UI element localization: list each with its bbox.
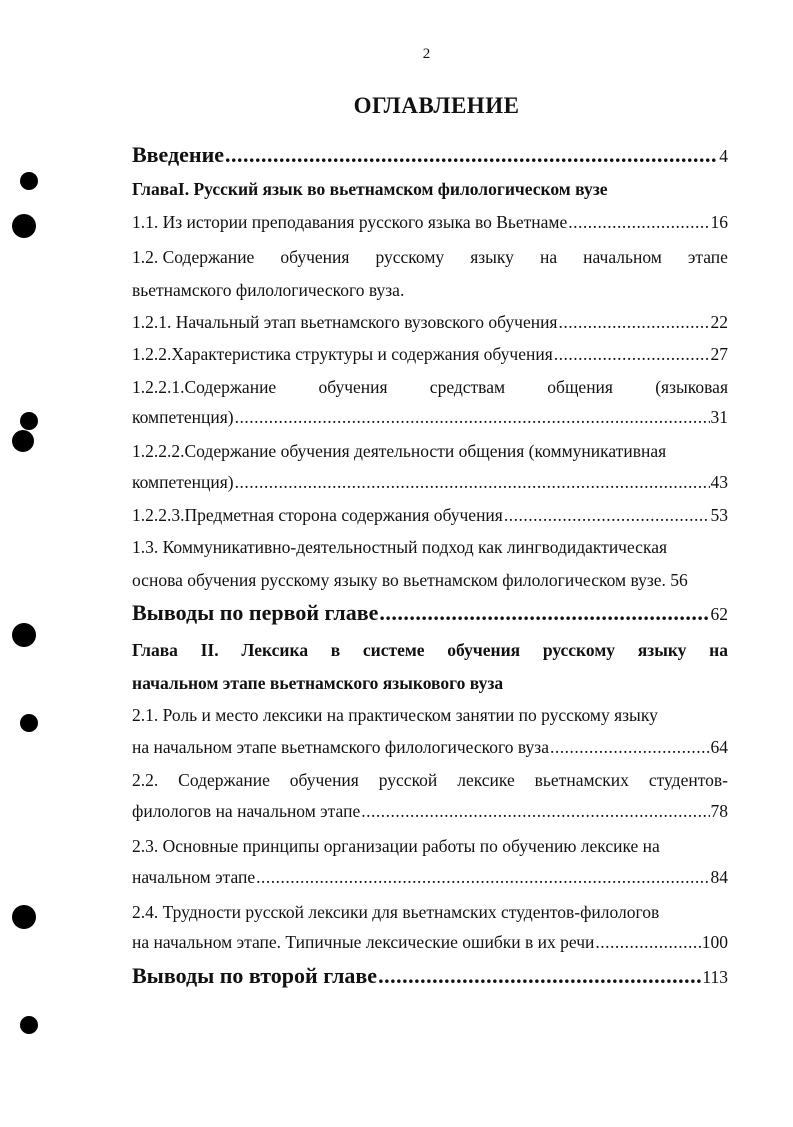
dot-leader: [235, 404, 710, 430]
punch-hole: [12, 430, 34, 452]
toc-entry-1-2-2-1-line1[interactable]: 1.2.2.1.Содержание обучения средствам общения (языковая: [132, 377, 728, 397]
toc-entry-page: 16: [710, 212, 728, 232]
toc-entry-page: 22: [710, 312, 728, 332]
toc-entry-title: 1.2.2.3.Предметная сторона содержания обучения: [132, 505, 503, 525]
toc-entry-page: 100: [701, 932, 728, 952]
toc-entry-title: 1.1. Из истории преподавания русского языка во Вьетнаме: [132, 212, 568, 232]
toc-entry-1-2-line2: вьетнамского филологического вуза.: [132, 280, 405, 300]
dot-leader: [595, 929, 700, 955]
toc-entry-page: 78: [710, 801, 728, 821]
chapter-2-heading-line2: начальном этапе вьетнамского языкового вуза: [132, 673, 504, 693]
dot-leader: [504, 502, 710, 528]
dot-leader: [235, 469, 710, 495]
toc-entry-1-3-line1[interactable]: 1.3. Коммуникативно-деятельностный подход как лингводидактическая: [132, 537, 668, 557]
punch-hole: [12, 623, 36, 647]
toc-entry-page: 31: [710, 407, 728, 427]
toc-entry-2-1-line2[interactable]: на начальном этапе вьетнамского филологического вуза ..... 64: [132, 734, 728, 760]
chapter-1-heading: ГлаваI. Русский язык во вьетнамском филологическом вузе: [132, 179, 608, 199]
toc-entry-page: 84: [710, 867, 728, 887]
toc-entry-title: Введение: [132, 142, 225, 167]
dot-leader: [225, 142, 718, 168]
toc-entry-intro[interactable]: [132, 142, 728, 168]
punch-hole: [12, 214, 36, 238]
dot-leader: [550, 734, 710, 760]
document-title: ОГЛАВЛЕНИЕ: [353, 93, 520, 118]
toc-entry-2-3-line1[interactable]: 2.3. Основные принципы организации работы по обучению лексике на: [132, 836, 660, 856]
dot-leader: [378, 963, 701, 989]
punch-hole: [20, 714, 38, 732]
toc-entry-1-2-2[interactable]: [132, 341, 728, 367]
toc-entry-2-1-line1[interactable]: 2.1. Роль и место лексики на практическом занятии по русскому языку: [132, 705, 658, 725]
toc-entry-title: Выводы по второй главе: [132, 963, 378, 988]
toc-entry-1-2-2-2-line2[interactable]: компетенция) ..... 43: [132, 469, 728, 495]
punch-hole: [20, 412, 38, 430]
punch-hole: [20, 1016, 38, 1034]
dot-leader: [554, 341, 710, 367]
toc-entry-conclusion-1[interactable]: [132, 600, 728, 626]
toc-entry-conclusion-2[interactable]: [132, 963, 728, 989]
toc-entry-page: 53: [710, 505, 728, 525]
dot-leader: [559, 309, 710, 335]
toc-entry-2-3-line2[interactable]: начальном этапе ..... 84: [132, 864, 728, 890]
toc-entry-2-4-line2[interactable]: на начальном этапе. Типичные лексические ошибки в их речи ..... 100: [132, 929, 728, 955]
toc-entry-2-2-line2[interactable]: филологов на начальном этапе ..... 78: [132, 798, 728, 824]
toc-entry-page: 4: [719, 146, 728, 166]
toc-entry-page: 43: [710, 472, 728, 492]
dot-leader: [361, 798, 709, 824]
punch-hole: [12, 905, 36, 929]
toc-entry-1-3-line2[interactable]: основа обучения русскому языку во вьетнамском филологическом вузе. 56: [132, 570, 688, 590]
punch-hole: [20, 172, 38, 190]
chapter-2-heading-line1: Глава II. Лексика в системе обучения русскому языку на: [132, 640, 728, 660]
toc-entry-1-2-2-3[interactable]: [132, 502, 728, 528]
toc-entry-page: 62: [710, 604, 728, 624]
toc-entry-page: 113: [702, 967, 728, 987]
toc-entry-title: Выводы по первой главе: [132, 600, 379, 625]
dot-leader: [379, 600, 709, 626]
toc-entry-1-2-1[interactable]: [132, 309, 728, 335]
toc-entry-page: 64: [710, 737, 728, 757]
toc-entry-page: 27: [710, 344, 728, 364]
toc-entry-1-1[interactable]: [132, 209, 728, 235]
toc-entry-1-2-line1[interactable]: 1.2. Содержание обучения русскому языку на начальном этапе: [132, 247, 728, 267]
toc-entry-2-4-line1[interactable]: 2.4. Трудности русской лексики для вьетнамских студентов-филологов: [132, 902, 660, 922]
dot-leader: [256, 864, 709, 890]
toc-entry-2-2-line1[interactable]: 2.2. Содержание обучения русской лексике вьетнамских студентов-: [132, 770, 728, 790]
toc-entry-title: 1.2.2.Характеристика структуры и содержания обучения: [132, 344, 553, 364]
page-number: 2: [422, 46, 431, 62]
toc-entry-1-2-2-1-line2[interactable]: компетенция) ..... 31: [132, 404, 728, 430]
toc-entry-1-2-2-2-line1[interactable]: 1.2.2.2.Содержание обучения деятельности общения (коммуникативная: [132, 441, 667, 461]
dot-leader: [568, 209, 709, 235]
toc-entry-title: 1.2.1. Начальный этап вьетнамского вузовского обучения: [132, 312, 558, 332]
